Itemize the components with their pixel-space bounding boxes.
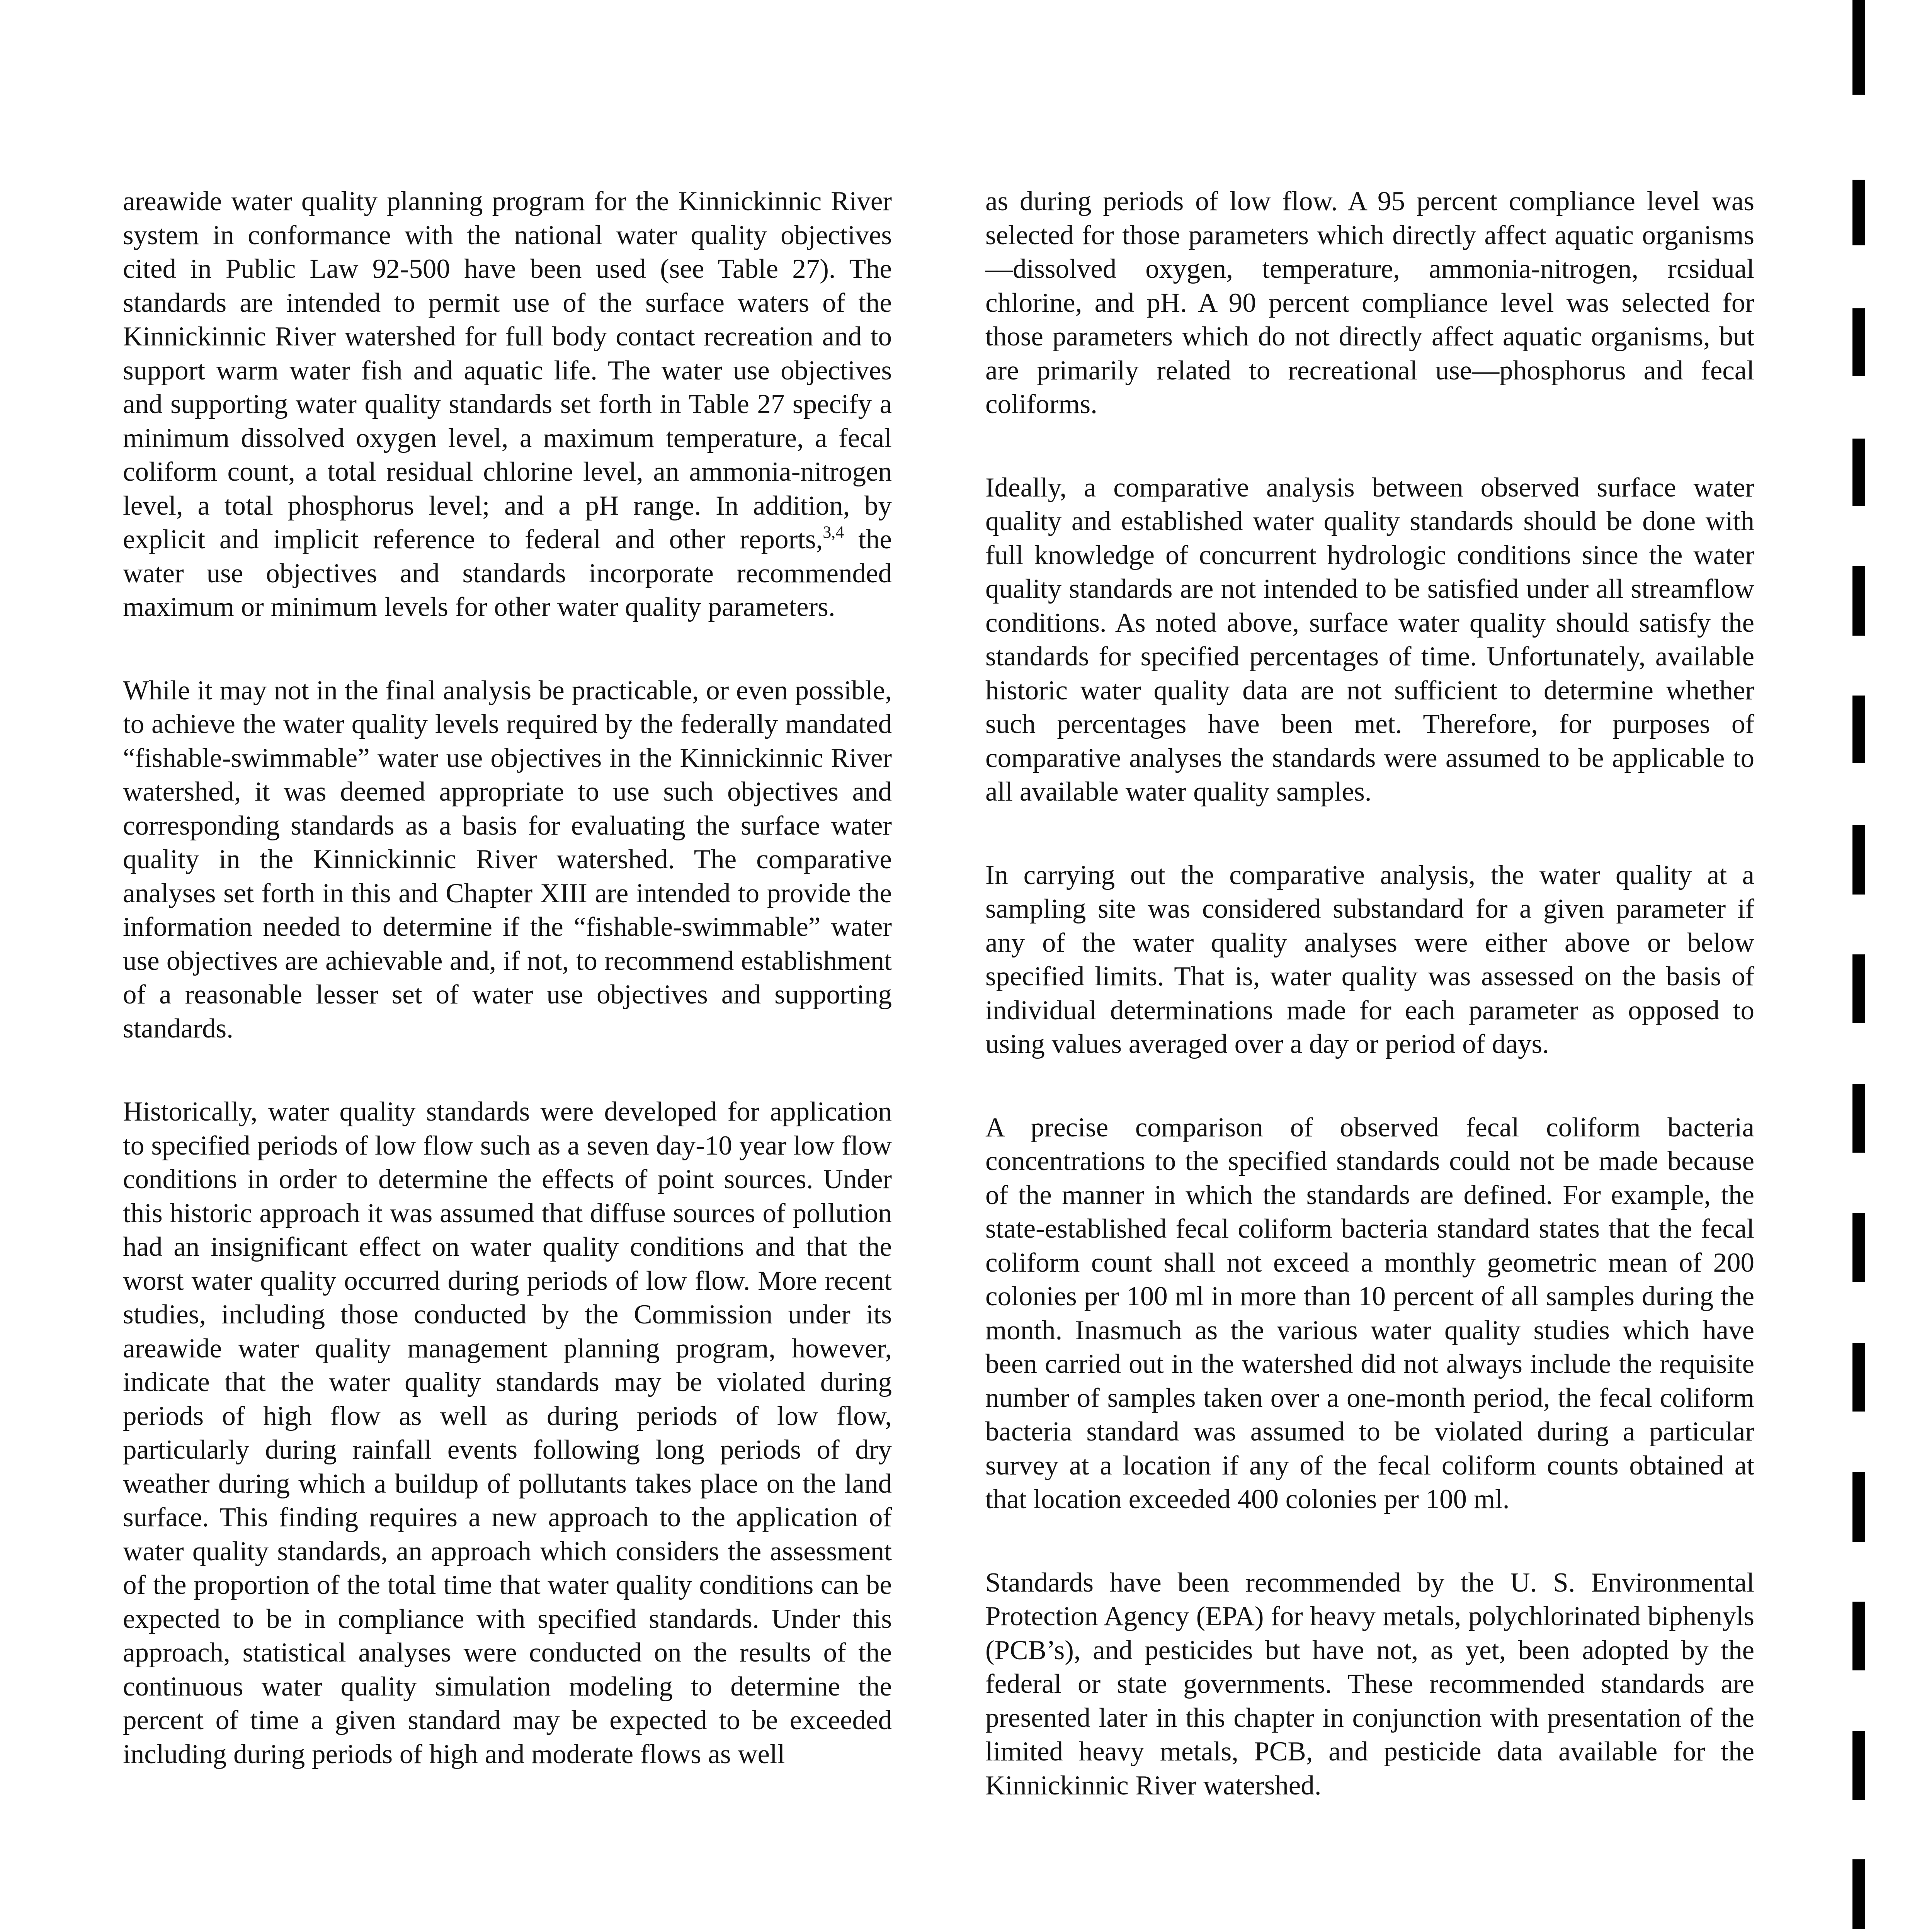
paragraph-text: areawide water quality planning program for the Kinnickinnic River system in conformance with the national water quality objectives cited in Public Law 92-500 have been used (see Table 27). The standards are intended to permit use of the surface waters of the Kinnickinnic River watershed for full body contact recreation and to support warm water fish and aquatic life. The water use objectives and supporting water quality standards set forth in Table 27 specify a minimum dissolved oxygen level, a maximum temperature, a fecal coliform count, a total residual chlorine level, an ammonia-nitrogen level, a total phosphorus level; and a pH range. In addition, by explicit and implicit reference to federal and other reports,: [123, 186, 892, 554]
registration-mark: [1852, 696, 1865, 763]
registration-mark: [1852, 1213, 1865, 1282]
right-column: [985, 185, 1754, 1852]
paragraph-text-tail: the water use objectives and standards incorporate recommended maximum or minimum levels for other water quality parameters.: [123, 524, 892, 622]
registration-mark: [1852, 1859, 1865, 1929]
registration-mark: [1852, 180, 1865, 245]
paragraph-substandard-criteria: In carrying out the comparative analysis, the water quality at a sampling site was considered substandard for a given parameter if any of the water quality analyses were either above or below specified limits. That is, water quality was assessed on the basis of individual determinations made for each parameter as opposed to using values averaged over a day or period of days.: [985, 860, 1754, 1059]
registration-mark: [1852, 566, 1865, 636]
paragraph-compliance-levels: as during periods of low flow. A 95 percent compliance level was selected for those parameters which directly affect aquatic organisms—dissolved oxygen, temperature, ammonia-nitrogen, rcsidual chlorine, and pH. A 90 percent compliance level was selected for those parameters which do not directly affect aquatic organisms, but are primarily related to recreational use—phosphorus and fecal coliforms.: [985, 186, 1754, 419]
left-column: [123, 185, 892, 1821]
registration-mark: [1852, 1472, 1865, 1542]
paragraph-fishable-swimmable: While it may not in the final analysis be practicable, or even possible, to achieve the water quality levels required by the federally mandated “fishable-swimmable” water use objectives in the Kinnickinnic River watershed, it was deemed appropriate to use such objectives and corresponding standards as a basis for evaluating the surface water quality in the Kinnickinnic River watershed. The comparative analyses set forth in this and Chapter XIII are intended to provide the information needed to determine if the “fishable-swimmable” water use objectives are achievable and, if not, to recommend establishment of a reasonable lesser set of water use objectives and supporting standards.: [123, 675, 892, 1044]
paragraph-historic-standards: Historically, water quality standards were developed for application to specified periods of low flow such as a seven day-10 year low flow conditions in order to determine the effects of point sources. Under this historic approach it was assumed that diffuse sources of pollution had an insignificant effect on water quality conditions and that the worst water quality occurred during periods of low flow. More recent studies, including those conducted by the Commission under its areawide water quality management planning program, however, indicate that the water quality standards may be violated during periods of high flow as well as during periods of low flow, particularly during rainfall events following long periods of dry weather during which a buildup of pollutants takes place on the land surface. This finding requires a new approach to the application of water quality standards, an approach which considers the assessment of the proportion of the total time that water quality conditions can be expected to be in compliance with specified standards. Under this approach, statistical analyses were conducted on the results of the continuous water quality simulation modeling to determine the percent of time a given standard may be expected to be exceeded including during periods of high and moderate flows as well: [123, 1097, 892, 1769]
registration-mark: [1852, 308, 1865, 376]
registration-mark: [1852, 1731, 1865, 1800]
paragraph-standards-intro: [123, 185, 892, 624]
registration-mark: [1852, 0, 1865, 95]
registration-mark: [1852, 1084, 1865, 1153]
paragraph-epa-standards: Standards have been recommended by the U. S. Environmental Protection Agency (EPA) for heavy metals, polychlorinated biphenyls (PCB’s), and pesticides but have not, as yet, been adopted by the federal or state governments. These recommended standards are presented later in this chapter in conjunction with presentation of the limited heavy metals, PCB, and pesticide data available for the Kinnickinnic River watershed.: [985, 1567, 1754, 1801]
registration-mark: [1852, 439, 1865, 506]
paragraph-fecal-coliform: A precise comparison of observed fecal coliform bacteria concentrations to the specified standards could not be made because of the manner in which the standards are defined. For example, the state-established fecal coliform bacteria standard states that the fecal coliform count shall not exceed a monthly geometric mean of 200 colonies per 100 ml in more than 10 percent of all samples during the month. Inasmuch as the various water quality studies which have been carried out in the watershed did not always include the requisite number of samples taken over a one-month period, the fecal coliform bacteria standard was assumed to be violated during a particular survey at a location if any of the fecal coliform counts obtained at that location exceeded 400 colonies per 100 ml.: [985, 1112, 1754, 1514]
registration-mark: [1852, 825, 1865, 895]
footnote-reference: 3,4: [823, 522, 844, 542]
registration-mark: [1852, 1343, 1865, 1412]
registration-mark: [1852, 1602, 1865, 1670]
paragraph-comparative-analysis: Ideally, a comparative analysis between observed surface water quality and established water quality standards should be done with full knowledge of concurrent hydrologic conditions since the water quality standards are not intended to be satisfied under all streamflow conditions. As noted above, surface water quality should satisfy the standards for specified percentages of time. Unfortunately, available historic water quality data are not sufficient to determine whether such percentages have been met. Therefore, for purposes of comparative analyses the standards were assumed to be applicable to all available water quality samples.: [985, 472, 1754, 807]
registration-mark: [1852, 954, 1865, 1023]
